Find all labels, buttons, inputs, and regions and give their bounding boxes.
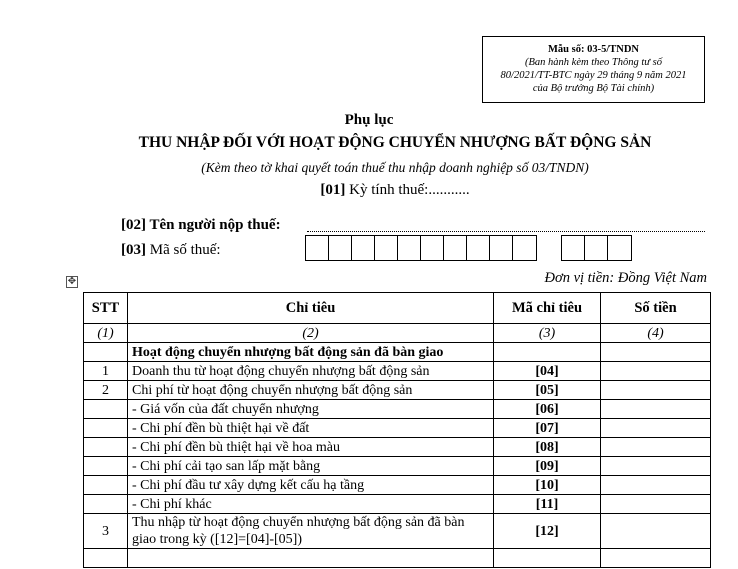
tax-id-label: Mã số thuế: bbox=[146, 242, 221, 258]
row-indicator: - Chi phí cải tạo san lấp mặt bằng bbox=[128, 457, 494, 476]
group-stt-cell bbox=[84, 343, 128, 362]
table-row bbox=[84, 438, 711, 457]
tax-period-code: [01] bbox=[320, 182, 346, 198]
document-subtitle: (Kèm theo tờ khai quyết toán thuế thu nhập doanh nghiệp số 03/TNDN) bbox=[201, 160, 589, 175]
table-move-handle-icon[interactable]: ✥ bbox=[67, 276, 77, 287]
form-issued-note-2: 80/2021/TT-BTC ngày 29 tháng 9 năm 2021 bbox=[500, 70, 687, 81]
tax-id-boxes-main[interactable] bbox=[305, 235, 537, 261]
row-indicator: - Chi phí đền bù thiệt hại về đất bbox=[128, 419, 494, 438]
row-stt: 1 bbox=[84, 362, 128, 381]
tax-period-label: Kỳ tính thuế:........... bbox=[345, 182, 470, 198]
tax-id-digit[interactable] bbox=[329, 236, 352, 260]
table-row bbox=[84, 419, 711, 438]
table-row bbox=[84, 400, 711, 419]
row-indicator: Thu nhập từ hoạt động chuyển nhượng bất động sản đã bàn giao trong kỳ ([12]=[04]-[05]) bbox=[128, 514, 494, 549]
group-row bbox=[84, 343, 711, 362]
row-stt: 2 bbox=[84, 381, 128, 400]
table-row bbox=[84, 457, 711, 476]
row-indicator: Chi phí từ hoạt động chuyển nhượng bất động sản bbox=[128, 381, 494, 400]
group-title: Hoạt động chuyển nhượng bất động sản đã bàn giao bbox=[128, 343, 494, 362]
row-amount-cell[interactable] bbox=[601, 514, 711, 549]
row-code: [10] bbox=[494, 476, 601, 495]
tax-id-digit[interactable] bbox=[398, 236, 421, 260]
row-amount-cell[interactable] bbox=[601, 476, 711, 495]
table-row bbox=[84, 362, 711, 381]
tax-id-code: [03] bbox=[121, 242, 146, 258]
row-amount-cell[interactable] bbox=[601, 362, 711, 381]
tax-id-digit[interactable] bbox=[608, 236, 631, 260]
tax-id-digit[interactable] bbox=[375, 236, 398, 260]
row-amount-cell[interactable] bbox=[601, 400, 711, 419]
row-stt bbox=[84, 419, 128, 438]
appendix-label: Phụ lục bbox=[344, 112, 394, 128]
row-code: [11] bbox=[494, 495, 601, 514]
table-row bbox=[84, 495, 711, 514]
row-stt bbox=[84, 438, 128, 457]
group-amount-cell[interactable] bbox=[601, 343, 711, 362]
row-stt bbox=[84, 400, 128, 419]
header-amount: Số tiền bbox=[601, 293, 711, 324]
tax-id-digit[interactable] bbox=[306, 236, 329, 260]
tax-id-digit[interactable] bbox=[562, 236, 585, 260]
row-amount-cell[interactable] bbox=[601, 495, 711, 514]
row-code: [04] bbox=[494, 362, 601, 381]
row-amount-cell[interactable] bbox=[601, 457, 711, 476]
row-amount-cell[interactable] bbox=[601, 381, 711, 400]
header-stt: STT bbox=[84, 293, 128, 324]
taxpayer-name-row bbox=[121, 217, 281, 234]
taxpayer-name-label: [02] Tên người nộp thuế: bbox=[121, 217, 281, 233]
table-row bbox=[84, 381, 711, 400]
row-indicator: - Chi phí đầu tư xây dựng kết cấu hạ tầng bbox=[128, 476, 494, 495]
table-row bbox=[84, 476, 711, 495]
row-indicator: - Chi phí đền bù thiệt hại về hoa màu bbox=[128, 438, 494, 457]
tax-id-digit[interactable] bbox=[513, 236, 536, 260]
tax-id-row bbox=[121, 242, 221, 259]
tax-id-digit[interactable] bbox=[444, 236, 467, 260]
row-amount-cell[interactable] bbox=[601, 438, 711, 457]
row-code: [06] bbox=[494, 400, 601, 419]
col-number: (1) bbox=[84, 324, 128, 343]
col-number: (3) bbox=[494, 324, 601, 343]
income-table bbox=[83, 292, 711, 568]
row-indicator: - Giá vốn của đất chuyển nhượng bbox=[128, 400, 494, 419]
row-indicator: - Chi phí khác bbox=[128, 495, 494, 514]
tax-id-digit[interactable] bbox=[421, 236, 444, 260]
taxpayer-name-field[interactable] bbox=[307, 231, 705, 232]
row-stt bbox=[84, 476, 128, 495]
row-stt bbox=[84, 495, 128, 514]
row-stt: 3 bbox=[84, 514, 128, 549]
currency-unit: Đơn vị tiền: Đồng Việt Nam bbox=[544, 270, 707, 286]
row-amount-cell[interactable] bbox=[601, 419, 711, 438]
tax-id-boxes-suffix[interactable] bbox=[561, 235, 632, 261]
row-code: [05] bbox=[494, 381, 601, 400]
table-row-cut-off bbox=[84, 549, 711, 568]
form-number-box bbox=[482, 36, 705, 103]
cut-off-cell bbox=[601, 549, 711, 568]
tax-period-line bbox=[45, 182, 738, 199]
cut-off-cell bbox=[128, 549, 494, 568]
row-code: [08] bbox=[494, 438, 601, 457]
row-stt bbox=[84, 457, 128, 476]
column-number-row bbox=[84, 324, 711, 343]
cut-off-cell bbox=[84, 549, 128, 568]
row-code: [12] bbox=[494, 514, 601, 549]
form-number: Mẫu số: 03-5/TNDN bbox=[548, 44, 639, 55]
tax-id-digit[interactable] bbox=[467, 236, 490, 260]
row-code: [07] bbox=[494, 419, 601, 438]
tax-id-digit[interactable] bbox=[585, 236, 608, 260]
table-row bbox=[84, 514, 711, 549]
table-header-row bbox=[84, 293, 711, 324]
cut-off-cell bbox=[494, 549, 601, 568]
header-code: Mã chỉ tiêu bbox=[494, 293, 601, 324]
header-indicator: Chỉ tiêu bbox=[128, 293, 494, 324]
form-issued-note-1: (Ban hành kèm theo Thông tư số bbox=[525, 57, 662, 68]
row-code: [09] bbox=[494, 457, 601, 476]
tax-id-digit[interactable] bbox=[352, 236, 375, 260]
col-number: (4) bbox=[601, 324, 711, 343]
tax-id-digit[interactable] bbox=[490, 236, 513, 260]
document-title: THU NHẬP ĐỐI VỚI HOẠT ĐỘNG CHUYỂN NHƯỢNG BẤT ĐỘNG SẢN bbox=[138, 134, 652, 151]
col-number: (2) bbox=[128, 324, 494, 343]
form-issued-note-3: của Bộ trưởng Bộ Tài chính) bbox=[532, 83, 655, 94]
group-code-cell bbox=[494, 343, 601, 362]
row-indicator: Doanh thu từ hoạt động chuyển nhượng bất động sản bbox=[128, 362, 494, 381]
